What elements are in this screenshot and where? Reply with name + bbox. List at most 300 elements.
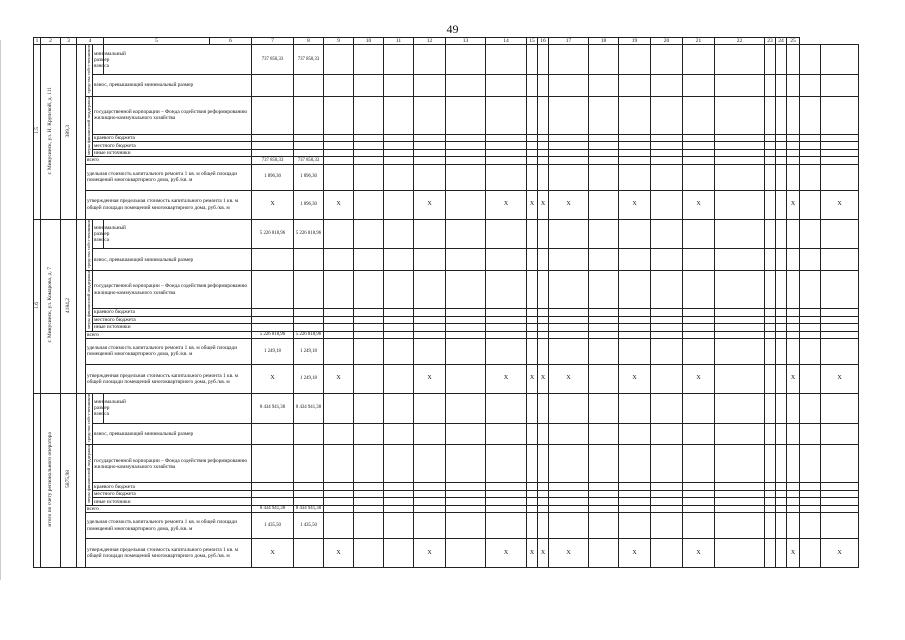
empty-cell	[384, 190, 414, 219]
empty-cell	[821, 45, 859, 75]
empty-cell	[589, 445, 619, 483]
empty-cell	[589, 364, 619, 393]
empty-cell	[589, 149, 619, 157]
empty-cell	[800, 316, 821, 324]
support-label	[86, 445, 93, 506]
value-total-5: 5 226 818,96	[252, 331, 294, 338]
empty-cell	[651, 96, 683, 134]
empty-cell	[527, 331, 538, 338]
x-mark: X	[538, 539, 549, 568]
x-mark: X	[414, 190, 446, 219]
own-funds-label-text: средства собст-венников	[86, 219, 92, 268]
empty-cell	[619, 316, 651, 324]
row-label-regional: краевого бюджета	[93, 134, 252, 142]
empty-cell	[787, 483, 800, 491]
empty-cell	[651, 539, 683, 568]
empty-cell	[549, 96, 589, 134]
empty-cell	[538, 45, 549, 75]
empty-cell	[486, 338, 527, 364]
empty-cell	[354, 142, 384, 150]
x-mark: X	[549, 539, 589, 568]
table-row	[34, 498, 859, 506]
row-label-total: всего	[86, 157, 252, 164]
empty-cell	[715, 219, 765, 249]
empty-cell	[486, 75, 527, 97]
empty-cell	[252, 316, 294, 324]
empty-cell	[619, 331, 651, 338]
empty-cell	[549, 249, 589, 271]
row-label-excess-contrib: взнос, превышающий минимальный размер	[93, 249, 252, 271]
empty-cell	[414, 249, 446, 271]
empty-cell	[414, 309, 446, 317]
empty-cell	[651, 364, 683, 393]
empty-cell	[354, 513, 384, 539]
empty-cell	[294, 483, 324, 491]
value-total-6: 737 850,33	[294, 157, 324, 164]
empty-cell	[800, 324, 821, 332]
empty-cell	[651, 324, 683, 332]
empty-cell	[486, 331, 527, 338]
empty-cell	[800, 149, 821, 157]
empty-cell	[715, 338, 765, 364]
empty-cell	[446, 316, 486, 324]
empty-cell	[384, 513, 414, 539]
empty-cell	[324, 309, 354, 317]
empty-cell	[486, 445, 527, 483]
value-min-contrib-5: 737 850,33	[252, 45, 294, 75]
row-label-other: иные источники	[93, 324, 252, 332]
empty-cell	[800, 45, 821, 75]
row-label-fund: государственной корпорации – Фонда содействия реформированию жилищно-коммунального хозяйства	[93, 96, 252, 134]
table-row	[34, 190, 859, 219]
empty-cell	[776, 505, 787, 512]
empty-cell	[821, 316, 859, 324]
empty-cell	[354, 483, 384, 491]
empty-cell	[446, 393, 486, 423]
empty-cell	[800, 75, 821, 97]
empty-cell	[324, 75, 354, 97]
empty-cell	[787, 393, 800, 423]
row-label-fund: государственной корпорации – Фонда содействия реформированию жилищно-коммунального хозяйства	[93, 270, 252, 308]
empty-cell	[651, 164, 683, 190]
empty-cell	[800, 364, 821, 393]
empty-cell	[446, 96, 486, 134]
empty-cell	[651, 338, 683, 364]
empty-cell	[527, 96, 538, 134]
empty-cell	[538, 149, 549, 157]
empty-cell	[384, 331, 414, 338]
empty-cell	[589, 483, 619, 491]
empty-cell	[354, 157, 384, 164]
empty-cell	[776, 324, 787, 332]
empty-cell	[324, 164, 354, 190]
empty-cell	[538, 324, 549, 332]
value-total-6: 5 226 818,96	[294, 331, 324, 338]
empty-cell	[324, 270, 354, 308]
empty-cell	[619, 498, 651, 506]
empty-cell	[324, 423, 354, 445]
empty-cell	[324, 498, 354, 506]
empty-cell	[486, 393, 527, 423]
empty-cell	[549, 445, 589, 483]
empty-cell	[384, 505, 414, 512]
empty-cell	[683, 134, 715, 142]
empty-cell	[324, 45, 354, 75]
empty-cell	[252, 324, 294, 332]
value-total-5: 8 434 941,38	[252, 505, 294, 512]
empty-cell	[683, 498, 715, 506]
empty-cell	[252, 249, 294, 271]
house-address-text: итого по счету регионального оператора	[47, 432, 54, 527]
empty-cell	[776, 445, 787, 483]
empty-cell	[446, 423, 486, 445]
row-label-excess-contrib: взнос, превышающий минимальный размер	[93, 75, 252, 97]
empty-cell	[294, 134, 324, 142]
empty-cell	[384, 149, 414, 157]
empty-cell	[683, 75, 715, 97]
empty-cell	[294, 249, 324, 271]
empty-cell	[715, 364, 765, 393]
empty-cell	[252, 490, 294, 498]
empty-cell	[549, 324, 589, 332]
x-mark: X	[486, 539, 527, 568]
row-label-regional: краевого бюджета	[93, 309, 252, 317]
empty-cell	[446, 75, 486, 97]
empty-cell	[354, 149, 384, 157]
empty-cell	[294, 498, 324, 506]
support-label	[86, 96, 93, 157]
empty-cell	[776, 513, 787, 539]
empty-cell	[787, 270, 800, 308]
empty-cell	[527, 157, 538, 164]
house-address	[41, 45, 61, 219]
empty-cell	[651, 45, 683, 75]
empty-cell	[776, 134, 787, 142]
empty-cell	[765, 498, 776, 506]
empty-cell	[776, 338, 787, 364]
empty-cell	[384, 393, 414, 423]
empty-cell	[787, 249, 800, 271]
empty-cell	[324, 331, 354, 338]
empty-cell	[549, 423, 589, 445]
empty-cell	[715, 324, 765, 332]
column-header-6: 6	[210, 38, 252, 45]
row-label-fund: государственной корпорации – Фонда содействия реформированию жилищно-коммунального хозяйства	[93, 445, 252, 483]
empty-cell	[619, 149, 651, 157]
empty-cell	[549, 483, 589, 491]
row-label-limit-cost: утвержденная предельная стоимость капитального ремонта 1 кв. м общей площади помещений многоквартирного дома, руб./кв. м	[86, 539, 252, 568]
empty-cell	[549, 498, 589, 506]
empty-cell	[715, 490, 765, 498]
empty-cell	[538, 331, 549, 338]
value-limit-cost-6: 1 896,30	[294, 190, 324, 219]
empty-cell	[354, 445, 384, 483]
empty-cell	[765, 324, 776, 332]
empty-cell	[486, 505, 527, 512]
empty-cell	[776, 490, 787, 498]
empty-cell	[354, 490, 384, 498]
empty-cell	[538, 498, 549, 506]
empty-cell	[354, 324, 384, 332]
empty-cell	[651, 505, 683, 512]
empty-cell	[776, 190, 787, 219]
empty-cell	[589, 423, 619, 445]
empty-cell	[651, 309, 683, 317]
empty-cell	[800, 423, 821, 445]
empty-cell	[765, 513, 776, 539]
empty-cell	[800, 134, 821, 142]
empty-cell	[324, 505, 354, 512]
empty-cell	[776, 164, 787, 190]
empty-cell	[414, 513, 446, 539]
empty-cell	[589, 539, 619, 568]
empty-cell	[589, 309, 619, 317]
row-label-limit-cost: утвержденная предельная стоимость капитального ремонта 1 кв. м общей площади помещений многоквартирного дома, руб./кв. м	[86, 190, 252, 219]
own-funds-label	[86, 219, 93, 270]
empty-cell	[252, 309, 294, 317]
empty-cell	[683, 316, 715, 324]
empty-cell	[715, 423, 765, 445]
empty-cell	[294, 142, 324, 150]
empty-cell	[800, 490, 821, 498]
house-area-text: 5875,98	[65, 470, 72, 489]
empty-cell	[765, 423, 776, 445]
table-row	[34, 490, 859, 498]
x-mark: X	[252, 190, 294, 219]
empty-cell	[324, 96, 354, 134]
empty-cell	[252, 75, 294, 97]
empty-cell	[821, 483, 859, 491]
empty-cell	[800, 331, 821, 338]
empty-cell	[715, 96, 765, 134]
empty-cell	[776, 219, 787, 249]
empty-cell	[414, 393, 446, 423]
empty-cell	[252, 498, 294, 506]
empty-cell	[765, 134, 776, 142]
empty-cell	[527, 490, 538, 498]
empty-cell	[589, 75, 619, 97]
empty-cell	[384, 45, 414, 75]
empty-cell	[776, 364, 787, 393]
house-area-text: 4184,2	[65, 297, 72, 313]
row-label-local: местного бюджета	[93, 142, 252, 150]
empty-cell	[821, 142, 859, 150]
empty-cell	[589, 513, 619, 539]
empty-cell	[683, 149, 715, 157]
empty-cell	[651, 498, 683, 506]
empty-cell	[683, 164, 715, 190]
empty-cell	[294, 490, 324, 498]
x-mark: X	[324, 539, 354, 568]
empty-cell	[384, 324, 414, 332]
empty-cell	[414, 142, 446, 150]
empty-cell	[538, 249, 549, 271]
empty-cell	[821, 270, 859, 308]
empty-cell	[446, 164, 486, 190]
empty-cell	[486, 164, 527, 190]
empty-cell	[651, 75, 683, 97]
empty-cell	[787, 445, 800, 483]
row-label-excess-contrib: взнос, превышающий минимальный размер	[93, 423, 252, 445]
row-label-regional: краевого бюджета	[93, 483, 252, 491]
empty-cell	[549, 157, 589, 164]
empty-cell	[776, 142, 787, 150]
empty-cell	[384, 142, 414, 150]
empty-cell	[715, 445, 765, 483]
value-unit-cost-6: 1 249,18	[294, 338, 324, 364]
empty-cell	[800, 249, 821, 271]
empty-cell	[527, 149, 538, 157]
empty-cell	[683, 249, 715, 271]
table-row	[34, 505, 859, 512]
empty-cell	[252, 134, 294, 142]
empty-cell	[384, 498, 414, 506]
column-header-17: 17	[549, 38, 589, 45]
empty-cell	[821, 157, 859, 164]
empty-cell	[414, 490, 446, 498]
empty-cell	[776, 393, 787, 423]
empty-cell	[715, 134, 765, 142]
empty-cell	[765, 364, 776, 393]
table-row	[34, 324, 859, 332]
value-min-contrib-6: 8 434 941,38	[294, 393, 324, 423]
empty-cell	[619, 249, 651, 271]
table-row	[34, 45, 859, 75]
empty-cell	[589, 490, 619, 498]
house-area	[61, 219, 77, 393]
empty-cell	[324, 393, 354, 423]
column-header-11: 11	[384, 38, 414, 45]
x-mark: X	[821, 539, 859, 568]
support-label-text: меры финансовой поддержки	[86, 96, 92, 155]
empty-cell	[354, 45, 384, 75]
empty-cell	[549, 309, 589, 317]
value-limit-cost-6	[294, 539, 324, 568]
row-label-local: местного бюджета	[93, 316, 252, 324]
empty-cell	[549, 164, 589, 190]
empty-cell	[446, 505, 486, 512]
column-header-9: 9	[324, 38, 354, 45]
empty-cell	[715, 331, 765, 338]
table-row	[34, 338, 859, 364]
table-row	[34, 96, 859, 134]
empty-cell	[384, 483, 414, 491]
x-mark: X	[683, 190, 715, 219]
empty-cell	[549, 393, 589, 423]
table-row	[34, 149, 859, 157]
empty-cell	[354, 164, 384, 190]
empty-cell	[765, 539, 776, 568]
empty-cell	[589, 219, 619, 249]
empty-cell	[651, 483, 683, 491]
empty-cell	[589, 498, 619, 506]
empty-cell	[589, 190, 619, 219]
empty-cell	[800, 96, 821, 134]
empty-cell	[414, 270, 446, 308]
empty-cell	[354, 539, 384, 568]
empty-cell	[765, 190, 776, 219]
empty-cell	[294, 324, 324, 332]
empty-cell	[527, 338, 538, 364]
column-header-18: 18	[589, 38, 619, 45]
empty-cell	[619, 45, 651, 75]
table-row	[34, 270, 859, 308]
empty-cell	[776, 498, 787, 506]
empty-cell	[324, 157, 354, 164]
capital-repair-table	[33, 37, 859, 568]
empty-cell	[765, 490, 776, 498]
table-row	[34, 483, 859, 491]
empty-cell	[589, 316, 619, 324]
column-header-2: 2	[41, 38, 61, 45]
x-mark: X	[538, 364, 549, 393]
empty-cell	[354, 309, 384, 317]
empty-cell	[821, 164, 859, 190]
empty-cell	[324, 142, 354, 150]
empty-cell	[414, 498, 446, 506]
empty-cell	[715, 190, 765, 219]
empty-cell	[324, 149, 354, 157]
value-min-contrib-5: 8 434 941,38	[252, 393, 294, 423]
house-area-text: 389,3	[65, 124, 72, 138]
empty-cell	[538, 309, 549, 317]
empty-cell	[384, 96, 414, 134]
value-min-contrib-6: 5 226 818,96	[294, 219, 324, 249]
spacer-cell	[77, 45, 86, 219]
item-number	[34, 45, 41, 219]
empty-cell	[414, 316, 446, 324]
empty-cell	[324, 134, 354, 142]
empty-cell	[446, 539, 486, 568]
value-unit-cost-5: 1 249,18	[252, 338, 294, 364]
empty-cell	[384, 539, 414, 568]
empty-cell	[821, 445, 859, 483]
empty-cell	[651, 331, 683, 338]
table-row	[34, 164, 859, 190]
x-mark: X	[619, 364, 651, 393]
x-mark: X	[821, 190, 859, 219]
empty-cell	[324, 445, 354, 483]
house-area	[61, 393, 77, 567]
empty-cell	[715, 513, 765, 539]
column-header-24: 24	[776, 38, 787, 45]
empty-cell	[683, 483, 715, 491]
x-mark: X	[538, 190, 549, 219]
empty-cell	[384, 134, 414, 142]
support-label	[86, 270, 93, 331]
empty-cell	[715, 316, 765, 324]
empty-cell	[538, 164, 549, 190]
empty-cell	[787, 513, 800, 539]
empty-cell	[549, 219, 589, 249]
empty-cell	[294, 270, 324, 308]
empty-cell	[538, 134, 549, 142]
empty-cell	[384, 445, 414, 483]
row-label-min-contrib-ext	[104, 45, 252, 75]
empty-cell	[619, 142, 651, 150]
empty-cell	[294, 423, 324, 445]
column-header-3: 3	[61, 38, 77, 45]
empty-cell	[354, 219, 384, 249]
empty-cell	[800, 270, 821, 308]
empty-cell	[619, 324, 651, 332]
column-header-23: 23	[765, 38, 776, 45]
empty-cell	[486, 249, 527, 271]
item-number	[34, 393, 41, 567]
empty-cell	[619, 75, 651, 97]
empty-cell	[776, 96, 787, 134]
empty-cell	[787, 96, 800, 134]
